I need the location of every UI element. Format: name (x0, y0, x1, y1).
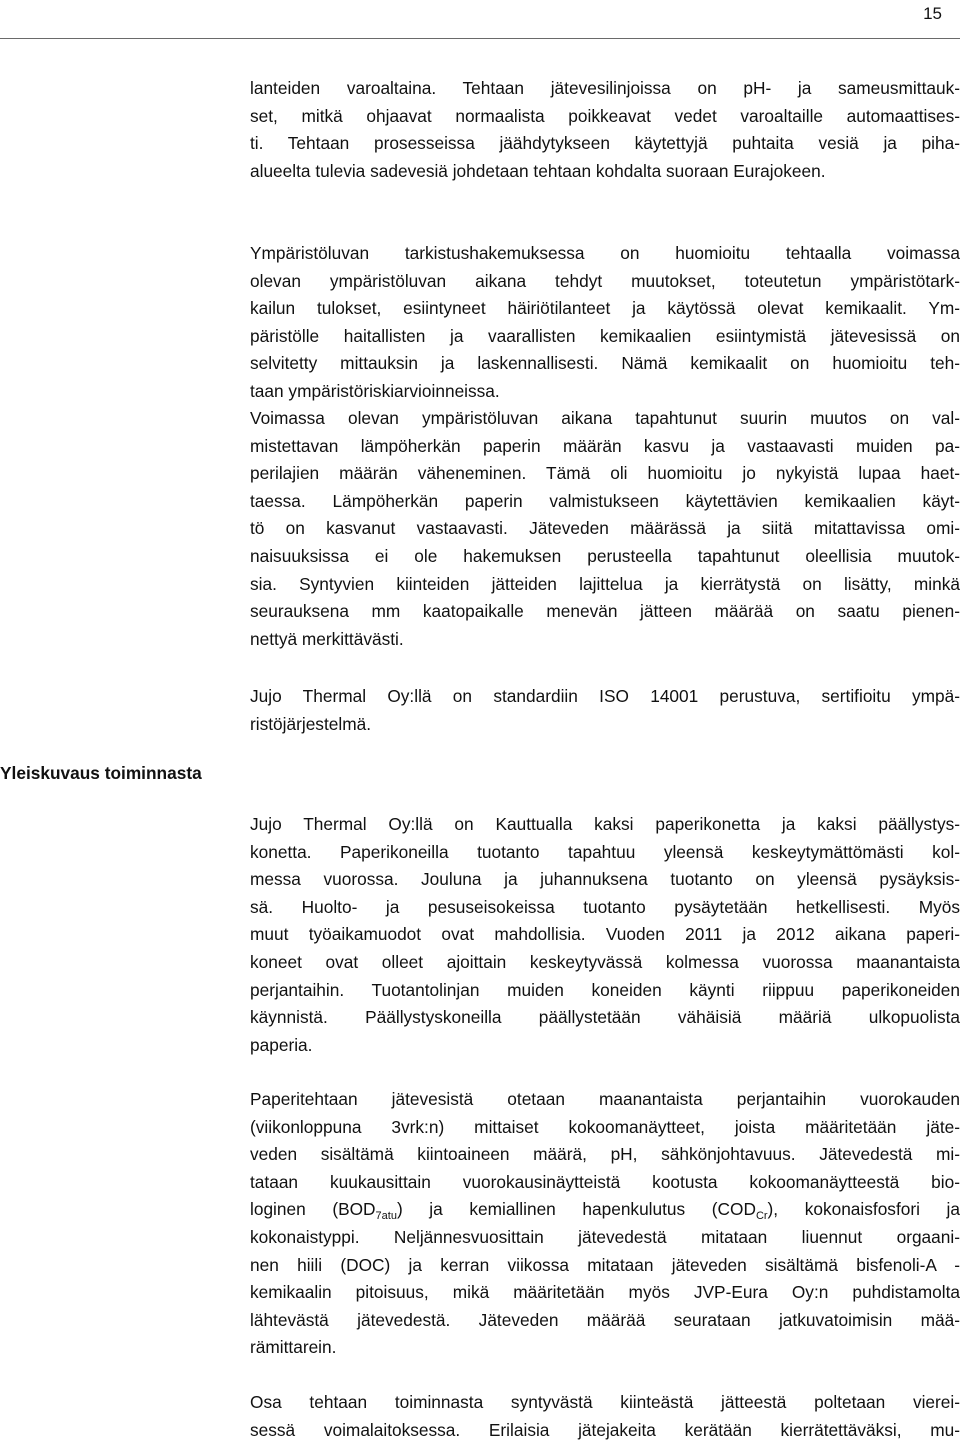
paragraph-1-line-3: ti. Tehtaan prosesseissa jäähdytykseen käytettyjä puhtaita vesiä ja piha- (250, 133, 960, 154)
paragraph-4-line-2: ristöjärjestelmä. (250, 713, 372, 734)
paragraph-5-line-3: messa vuorossa. Jouluna ja juhannuksena tuotanto on yleensä pysäyksis- (250, 869, 960, 890)
paragraph-2-line-5: selvitetty mittauksin ja laskennallisesti. Nämä kemikaalit on huomioitu teh- (250, 353, 960, 374)
paragraph-2-line-4: päristölle haitallisten ja vaarallisten kemikaalien esiintymistä jätevesissä on (250, 325, 960, 346)
paragraph-5-line-4: sä. Huolto- ja pesuseisokeissa tuotanto pysäytetään hetkellisesti. Myös (250, 896, 960, 917)
paragraph-1-line-4: alueelta tulevia sadevesiä johdetaan tehtaan kohdalta suoraan Eurajokeen. (250, 160, 826, 181)
paragraph-6-line-6: kokonaistyppi. Neljännesvuosittain jätevedestä mitataan liuennut orgaani- (250, 1227, 960, 1247)
paragraph-2-line-6: taan ympäristöriskiarvioinneissa. (250, 381, 500, 401)
paragraph-5-line-8: käynnistä. Päällystyskoneilla päällystetään vähäisiä määriä ulkopuolista (250, 1007, 960, 1028)
paragraph-3-line-5: tö on kasvanut vastaavasti. Jäteveden määrässä ja siitä mitattavissa omi- (250, 518, 960, 539)
paragraph-3-line-2: mistettavan lämpöherkän paperin määrän kasvu ja vastaavasti muiden pa- (250, 435, 960, 456)
paragraph-5-line-5: muut työaikamuodot ovat mahdollisia. Vuoden 2011 ja 2012 aikana paperi- (250, 924, 960, 945)
paragraph-1-line-2: set, mitkä ohjaavat normaalista poikkeavat vedet varoaltaille automaattises- (250, 105, 960, 126)
page-number: 15 (923, 4, 942, 23)
paragraph-6-line-10: rämittarein. (250, 1337, 337, 1358)
paragraph-7-line-2: sessä voimalaitoksessa. Erilaisia jätejakeita kerätään kierrätettäväksi, mu- (250, 1419, 960, 1440)
paragraph-2-line-1: Ympäristöluvan tarkistushakemuksessa on huomioitu tehtaalla voimassa (250, 243, 960, 263)
paragraph-6-line-7: nen hiili (DOC) ja kerran viikossa mitataan jäteveden sisältämä bisfenoli-A - (250, 1254, 960, 1275)
paragraph-6-line-9: lähtevästä jätevedestä. Jäteveden määrää seurataan jatkuvatoimisin mää- (250, 1309, 960, 1330)
paragraph-7-line-1: Osa tehtaan toiminnasta syntyvästä kiinteästä jätteestä poltetaan vierei- (250, 1392, 960, 1412)
paragraph-3-line-6: naisuuksissa ei ole hakemuksen perusteella tapahtunut oleellisia muutok- (250, 546, 960, 566)
paragraph-3-line-4: taessa. Lämpöherkän paperin valmistukseen käytettävien kemikaalien käyt- (250, 490, 960, 511)
subscript: 7atu (375, 1210, 397, 1223)
paragraph-5-line-1: Jujo Thermal Oy:llä on Kauttualla kaksi paperikonetta ja kaksi päällystys- (250, 814, 960, 834)
subscript: Cr (755, 1210, 768, 1223)
paragraph-3-line-3: perilajien määrän väheneminen. Tämä oli huomioitu jo nykyistä lupaa haet- (250, 463, 960, 484)
paragraph-3-line-8: seurauksena mm kaatopaikalle menevän jätteen määrää on saatu pienen- (250, 601, 960, 622)
paragraph-1-line-1: lanteiden varoaltaina. Tehtaan jätevesilinjoissa on pH- ja sameusmittauk- (250, 78, 960, 98)
side-heading: Yleiskuvaus toiminnasta (0, 763, 202, 783)
paragraph-6-line-2: (viikonloppuna 3vrk:n) mittaiset kokoomanäytteet, joista määritetään jäte- (250, 1116, 960, 1137)
paragraph-6-line-1: Paperitehtaan jätevesistä otetaan maanantaista perjantaihin vuorokauden (250, 1089, 960, 1109)
paragraph-6-line-5: loginen $(BOD_{7atu})$ ja kemiallinen hapenkulutus $(COD_{Cr})$, kokonaisfosfori ja (250, 1199, 960, 1223)
paragraph-5-line-7: perjantaihin. Tuotantolinjan muiden koneiden käynti riippuu paperikoneiden (250, 979, 960, 1000)
paragraph-6-line-8: kemikaalin pitoisuus, mikä määritetään myös JVP-Eura Oy:n puhdistamolta (250, 1282, 960, 1303)
paragraph-4-line-1: Jujo Thermal Oy:llä on standardiin ISO 14001 perustuva, sertifioitu ympä- (250, 686, 960, 706)
paragraph-3-line-1: Voimassa olevan ympäristöluvan aikana tapahtunut suurin muutos on val- (250, 408, 960, 428)
header-rule (0, 38, 960, 39)
paragraph-5-line-2: konetta. Paperikoneilla tuotanto tapahtuu yleensä keskeytymättömästi kol- (250, 841, 960, 862)
paragraph-2-line-3: kailun tulokset, esiintyneet häiriötilanteet ja käytössä olevat kemikaalit. Ym- (250, 298, 960, 319)
paragraph-5-line-9: paperia. (250, 1034, 313, 1055)
paragraph-3-line-7: sia. Syntyvien kiinteiden jätteiden lajittelua ja kierrätystä on lisätty, minkä (250, 573, 960, 594)
paragraph-3-line-9: nettyä merkittävästi. (250, 628, 404, 649)
paragraph-2-line-2: olevan ympäristöluvan aikana tehdyt muutokset, toteutetun ympäristötark- (250, 270, 960, 291)
paragraph-5-line-6: koneet ovat olleet ajoittain keskeytyvässä kolmessa vuorossa maanantaista (250, 952, 960, 972)
paragraph-6-line-3: veden sisältämä kiintoaineen määrä, pH, sähkönjohtavuus. Jätevedestä mi- (250, 1144, 960, 1165)
paragraph-6-line-4: tataan kuukausittain vuorokausinäytteistä kootusta kokoomanäytteestä bio- (250, 1171, 960, 1192)
